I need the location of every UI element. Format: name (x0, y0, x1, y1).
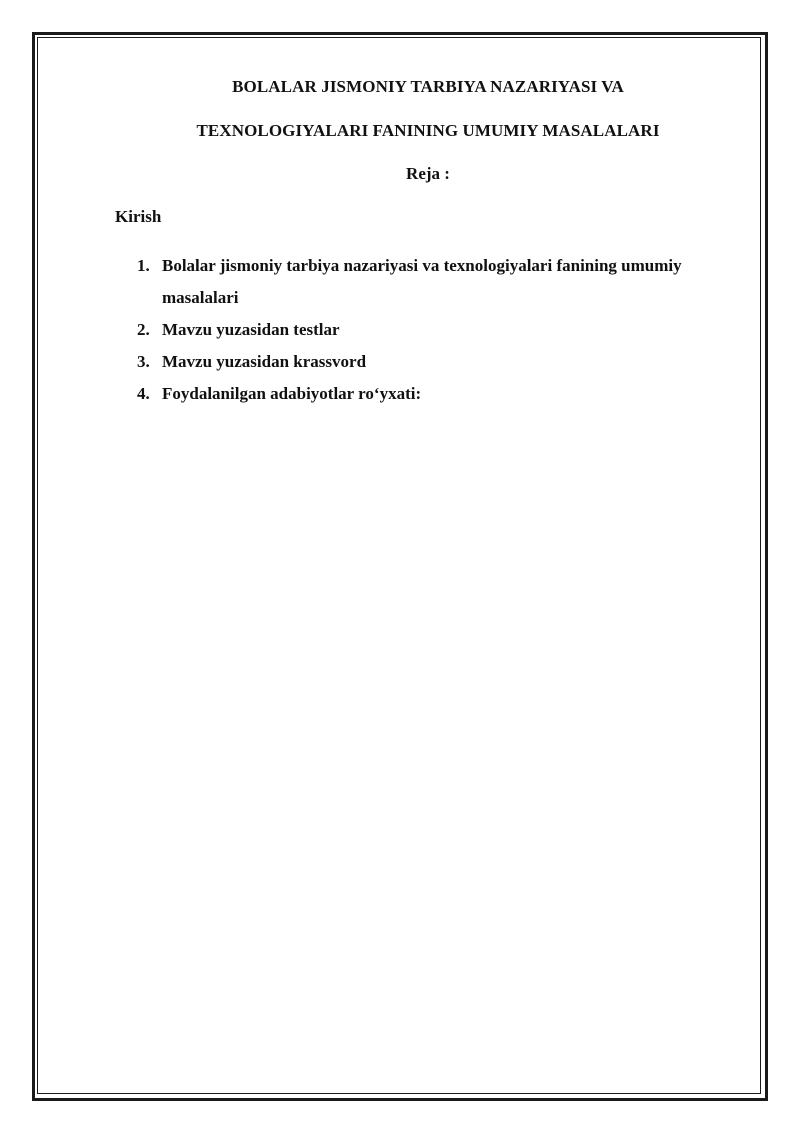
plan-item-4 (137, 378, 747, 410)
plan-item-number: 2. (137, 320, 150, 339)
plan-heading: Reja : (406, 164, 450, 183)
document-title-line-2: TEXNOLOGIYALARI FANINING UMUMIY MASALALARI (196, 121, 660, 140)
plan-item-text: Foydalanilgan adabiyotlar ro‘yxati: (162, 384, 422, 403)
document-title-line-1: BOLALAR JISMONIY TARBIYA NAZARIYASI VA (232, 77, 624, 96)
plan-item-text: Mavzu yuzasidan testlar (162, 320, 340, 339)
plan-item-number: 3. (137, 352, 150, 371)
plan-item-1 (137, 250, 747, 314)
plan-item-number: 1. (137, 256, 150, 275)
plan-list (137, 250, 747, 410)
plan-item-number: 4. (137, 384, 150, 403)
intro-heading: Kirish (115, 207, 162, 226)
plan-item-text: Bolalar jismoniy tarbiya nazariyasi va texnologiyalari fanining umumiy masalalari (162, 256, 682, 307)
plan-item-text: Mavzu yuzasidan krassvord (162, 352, 367, 371)
plan-item-2 (137, 314, 747, 346)
page-border-inner (37, 37, 761, 1094)
plan-item-3 (137, 346, 747, 378)
